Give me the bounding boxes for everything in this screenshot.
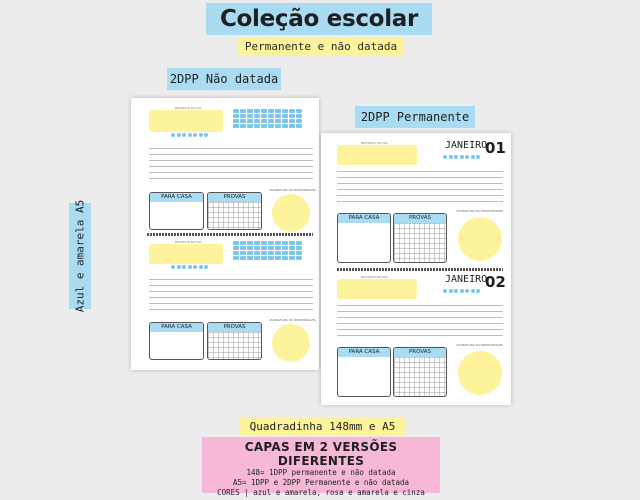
side-color-label	[69, 199, 91, 313]
notes-label: RECADOS DO DIA	[361, 141, 388, 145]
size-label: Quadradinha 148mm e A5	[240, 418, 405, 436]
right-version-label: 2DPP Permanente	[355, 106, 475, 128]
homework-box	[337, 347, 391, 397]
planner-day-top	[321, 133, 511, 269]
notes-area	[337, 279, 417, 299]
exams-box	[207, 192, 262, 230]
notes-label: RECADOS DO DIA	[175, 240, 202, 244]
writing-lines	[149, 148, 313, 184]
signature-circle	[458, 351, 502, 395]
signature-label: ASSINATURA DO RESPONSÁVEL	[456, 343, 504, 347]
writing-lines	[337, 305, 503, 341]
weekday-dots	[443, 155, 480, 159]
subtitle-banner: Permanente e não datada	[238, 38, 404, 55]
exams-label: PROVAS	[208, 323, 261, 332]
month-name: JANEIRO	[445, 140, 488, 151]
exams-label: PROVAS	[208, 193, 261, 202]
planner-day-bottom	[321, 269, 511, 405]
planner-day-bottom	[131, 234, 319, 370]
page-title: Coleção escolar	[219, 6, 419, 32]
weekday-dots	[443, 289, 480, 293]
covers-line-2: A5= 1DPP e 2DPP Permanente e não datada	[232, 478, 410, 487]
signature-circle	[272, 324, 310, 362]
month-name: JANEIRO	[445, 274, 488, 285]
notes-area	[149, 244, 223, 264]
covers-info-box	[202, 437, 440, 497]
homework-label: PARA CASA	[338, 348, 390, 357]
signature-circle	[458, 217, 502, 261]
day-number: 01	[485, 139, 506, 157]
exams-label: PROVAS	[394, 214, 446, 223]
notes-area	[337, 145, 417, 165]
homework-label: PARA CASA	[150, 323, 203, 332]
weekday-dots	[171, 265, 208, 269]
title-banner	[206, 3, 432, 35]
planner-page-undated	[131, 98, 319, 370]
covers-title: CAPAS EM 2 VERSÕES DIFERENTES	[244, 440, 398, 468]
exams-grid	[208, 202, 261, 229]
exams-box	[393, 213, 447, 263]
signature-label: ASSINATURA DO RESPONSÁVEL	[269, 318, 317, 322]
exams-box	[393, 347, 447, 397]
homework-label: PARA CASA	[150, 193, 203, 202]
homework-box	[337, 213, 391, 263]
planner-day-top	[131, 98, 319, 234]
writing-lines	[337, 171, 503, 207]
signature-circle	[272, 194, 310, 232]
day-number: 02	[485, 273, 506, 291]
notes-label: RECADOS DO DIA	[175, 106, 202, 110]
exams-grid	[394, 357, 446, 396]
homework-box	[149, 322, 204, 360]
mini-calendar	[233, 109, 302, 128]
covers-line-3: CORES | azul e amarela, rosa e amarela e cinza	[217, 488, 425, 497]
exams-grid	[394, 223, 446, 262]
exams-label: PROVAS	[394, 348, 446, 357]
side-color-text: Azul e amarela A5	[73, 199, 87, 313]
signature-label: ASSINATURA DO RESPONSÁVEL	[269, 188, 317, 192]
left-version-label: 2DPP Não datada	[167, 68, 281, 90]
notes-label: RECADOS DO DIA	[361, 275, 388, 279]
notes-area	[149, 110, 223, 132]
mini-calendar	[233, 241, 302, 260]
homework-box	[149, 192, 204, 230]
covers-line-1: 148= 1DPP permanente e não datada	[246, 468, 396, 477]
exams-box	[207, 322, 262, 360]
signature-label: ASSINATURA DO RESPONSÁVEL	[456, 209, 504, 213]
planner-page-permanent	[321, 133, 511, 405]
exams-grid	[208, 332, 261, 359]
writing-lines	[149, 279, 313, 315]
weekday-dots	[171, 133, 208, 137]
homework-label: PARA CASA	[338, 214, 390, 223]
